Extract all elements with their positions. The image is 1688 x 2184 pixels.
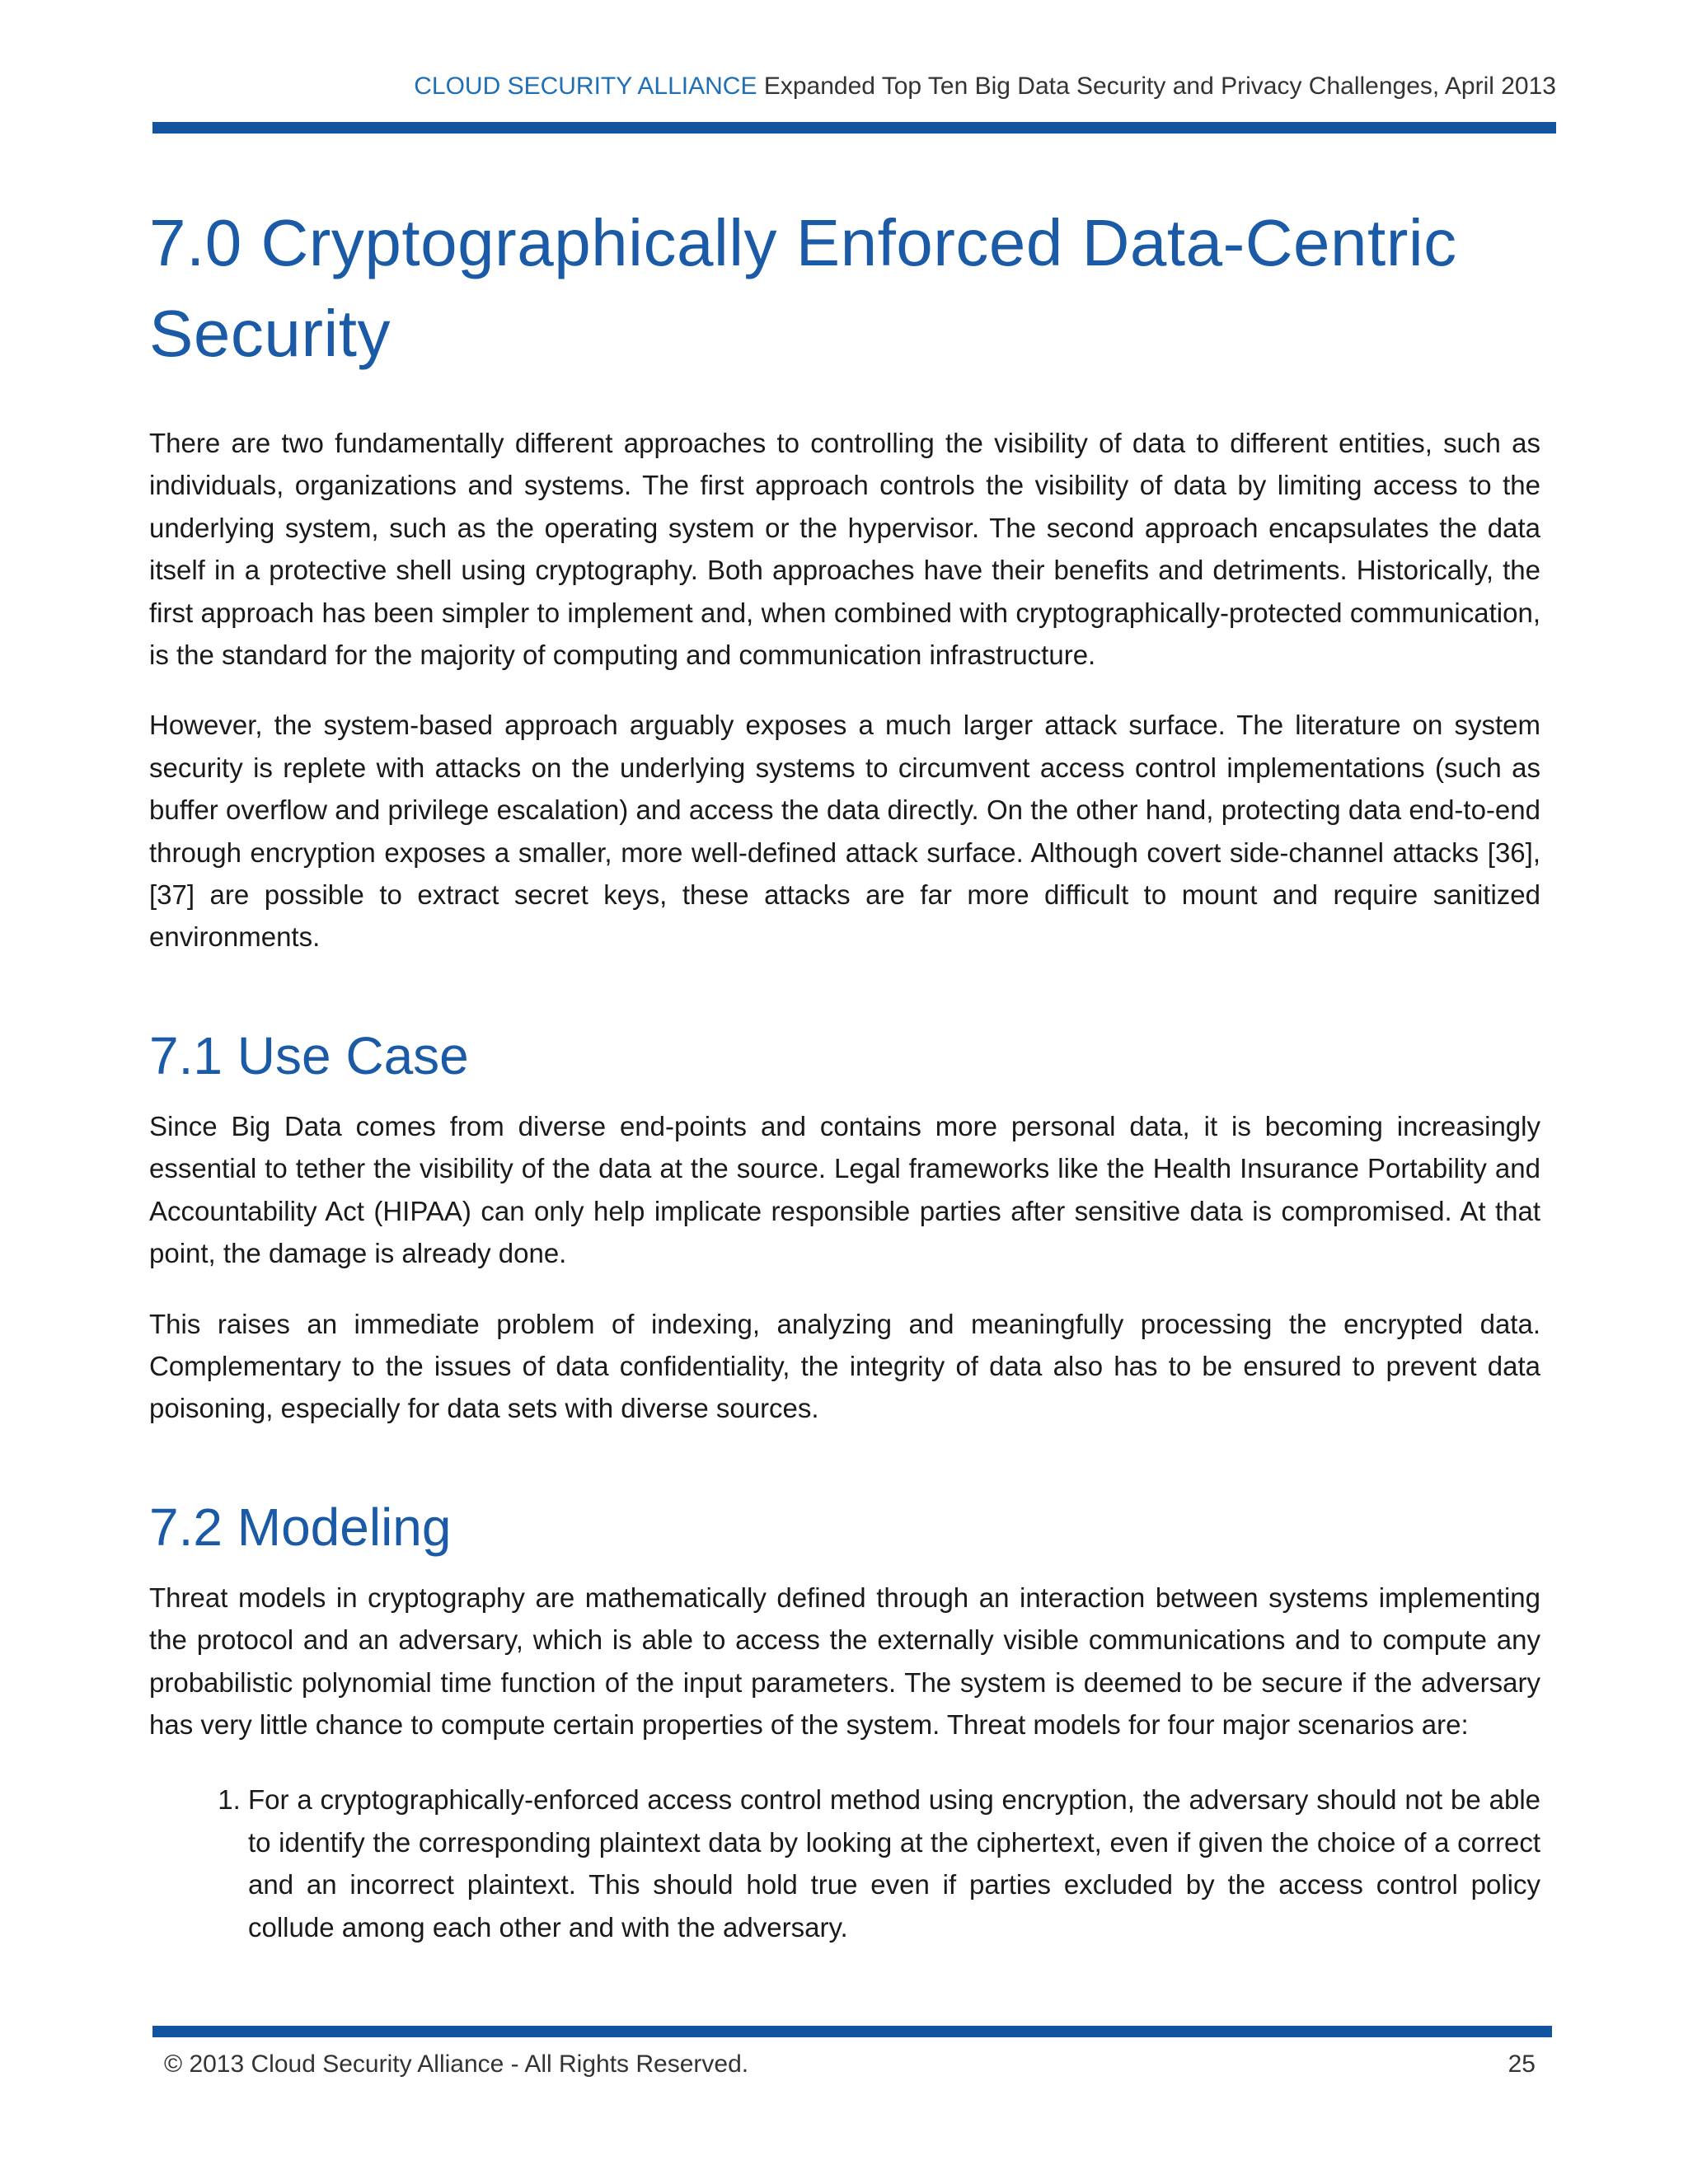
list-item: 1. For a cryptographically-enforced access control method using encryption, the adversary should not be able to identify the corresponding plaintext data by looking at the ciphertext, even if given the choice of a correct and an incorrect plaintext. This should hold true even if parties excluded by the access control policy collude among each other and with the adversary. [248, 1779, 1540, 1948]
use-case-paragraph-1: Since Big Data comes from diverse end-points and contains more personal data, it is becoming increasingly essential to tether the visibility of the data at the source. Legal frameworks like the Health Insurance Portability and Accountability Act (HIPAA) can only help implicate responsible parties after sensitive data is compromised. At that point, the damage is already done. [149, 1110, 1540, 1269]
header-org: CLOUD SECURITY ALLIANCE [414, 73, 757, 100]
footer-rule [152, 2026, 1552, 2037]
page-number: 25 [1507, 2050, 1536, 2078]
page-header [152, 73, 1556, 101]
use-case-paragraph-2: This raises an immediate problem of indexing, analyzing and meaningfully processing the encrypted data. Complementary to the issues of data confidentiality, the integrity of data also has to be ensured to prevent data poisoning, especially for data sets with diverse sources. [149, 1308, 1540, 1424]
main-content [149, 198, 1540, 1948]
threat-model-list [149, 1779, 1540, 1948]
use-case-title: 7.1 Use Case [149, 1025, 469, 1085]
header-title: Expanded Top Ten Big Data Security and Privacy Challenges, April 2013 [763, 73, 1556, 100]
modeling-paragraph-1: Threat models in cryptography are mathematically defined through an interaction between systems implementing the protocol and an adversary, which is able to access the externally visible communications and to compute any probabilistic polynomial time function of the input parameters. The system is deemed to be secure if the adversary has very little chance to compute certain properties of the system. Threat models for four major scenarios are: [149, 1582, 1540, 1740]
header-rule [152, 122, 1556, 134]
section-title: 7.0 Cryptographically Enforced Data-Centric Security [149, 206, 1457, 370]
section-paragraph-2: However, the system-based approach arguably exposes a much larger attack surface. The literature on system security is replete with attacks on the underlying systems to circumvent access control implementations (such as buffer overflow and privilege escalation) and access the data directly. On the other hand, protecting data end-to-end through encryption exposes a smaller, more well-defined attack surface. Although covert side-channel attacks [36], [37] are possible to extract secret keys, these attacks are far more difficult to mount and require sanitized environments. [149, 710, 1540, 953]
section-paragraph-1: There are two fundamentally different approaches to controlling the visibility of data to different entities, such as individuals, organizations and systems. The first approach controls the visibility of data by limiting access to the underlying system, such as the operating system or the hypervisor. The second approach encapsulates the data itself in a protective shell using cryptography. Both approaches have their benefits and detriments. Historically, the first approach has been simpler to implement and, when combined with cryptographically-protected communication, is the standard for the majority of computing and communication infrastructure. [149, 428, 1540, 671]
footer-copyright: © 2013 Cloud Security Alliance - All Rights Reserved. [164, 2050, 749, 2078]
modeling-title: 7.2 Modeling [149, 1497, 452, 1557]
